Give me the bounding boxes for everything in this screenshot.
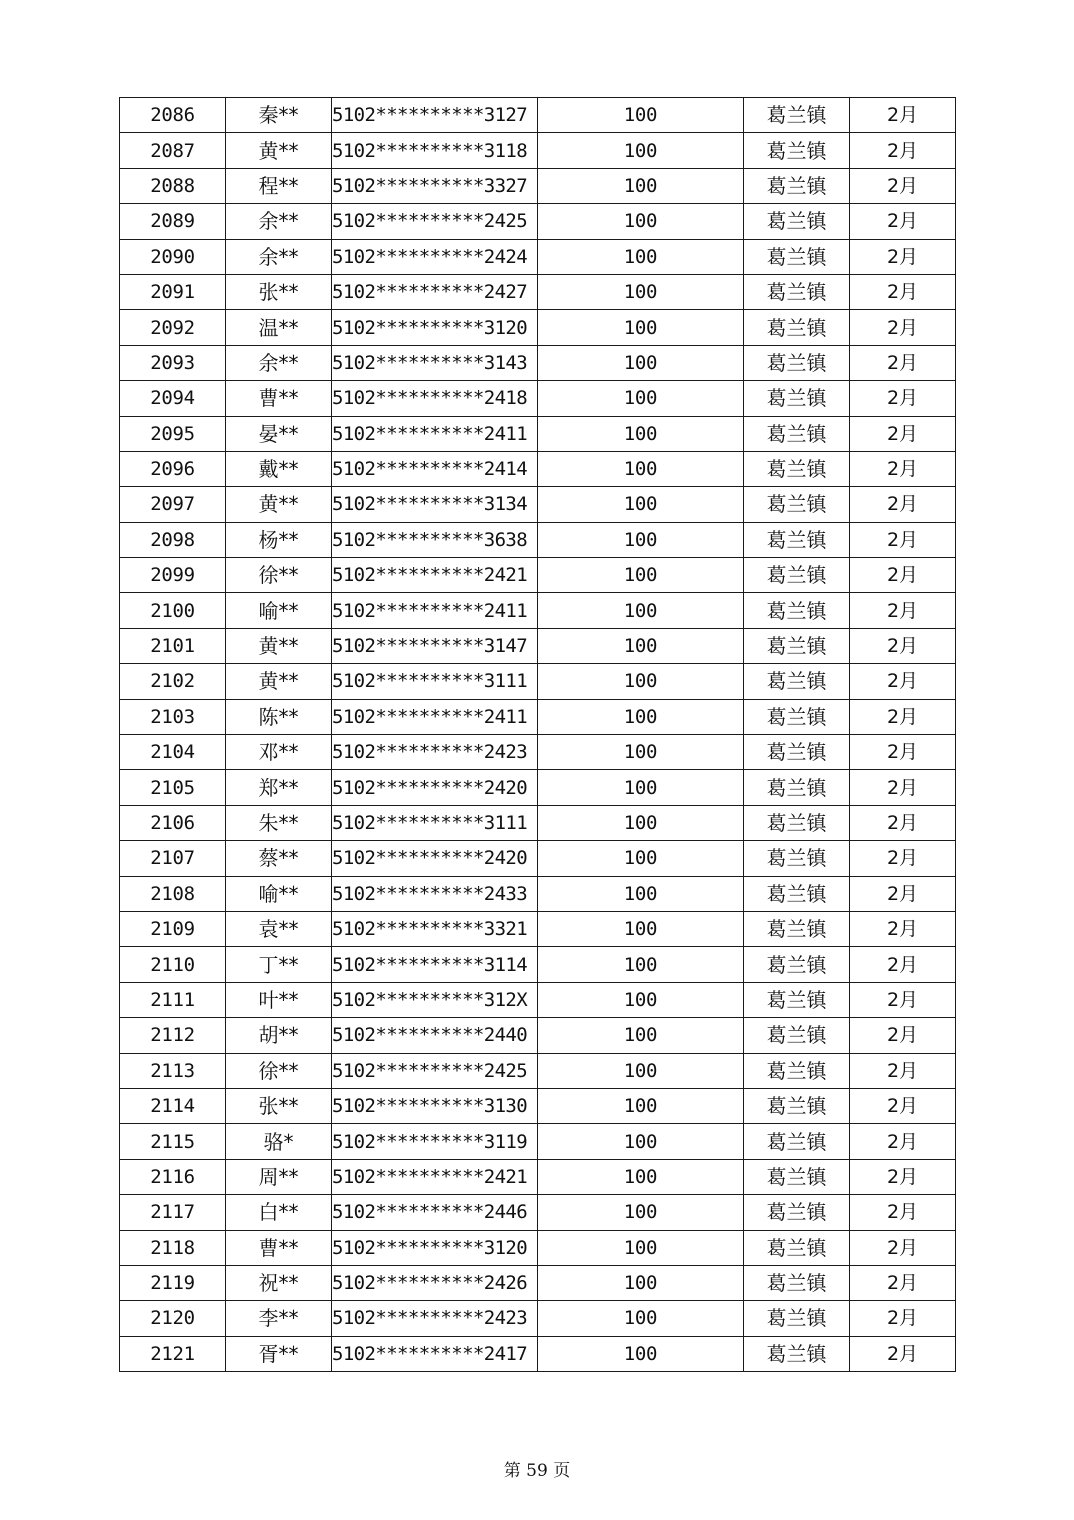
name-cell: 邓** <box>226 735 332 770</box>
amount-cell: 100 <box>538 735 744 770</box>
id-number-cell: 5102**********2423 <box>332 735 538 770</box>
town-cell: 葛兰镇 <box>744 628 850 663</box>
row-number-cell: 2108 <box>120 876 226 911</box>
table-row <box>120 522 956 557</box>
amount-cell: 100 <box>538 841 744 876</box>
id-number-cell: 5102**********2411 <box>332 416 538 451</box>
amount-cell: 100 <box>538 168 744 203</box>
row-number-cell: 2112 <box>120 1018 226 1053</box>
month-cell: 2月 <box>850 1053 956 1088</box>
table-row <box>120 310 956 345</box>
row-number-cell: 2107 <box>120 841 226 876</box>
month-cell: 2月 <box>850 735 956 770</box>
name-cell: 张** <box>226 1088 332 1123</box>
table-row <box>120 168 956 203</box>
name-cell: 丁** <box>226 947 332 982</box>
month-cell: 2月 <box>850 947 956 982</box>
town-cell: 葛兰镇 <box>744 770 850 805</box>
row-number-cell: 2087 <box>120 133 226 168</box>
amount-cell: 100 <box>538 487 744 522</box>
table-row <box>120 239 956 274</box>
month-cell: 2月 <box>850 982 956 1017</box>
id-number-cell: 5102**********3111 <box>332 664 538 699</box>
amount-cell: 100 <box>538 1265 744 1300</box>
amount-cell: 100 <box>538 204 744 239</box>
town-cell: 葛兰镇 <box>744 699 850 734</box>
amount-cell: 100 <box>538 1124 744 1159</box>
amount-cell: 100 <box>538 239 744 274</box>
row-number-cell: 2086 <box>120 98 226 133</box>
amount-cell: 100 <box>538 1336 744 1371</box>
amount-cell: 100 <box>538 699 744 734</box>
id-number-cell: 5102**********2414 <box>332 451 538 486</box>
town-cell: 葛兰镇 <box>744 168 850 203</box>
table-row <box>120 735 956 770</box>
row-number-cell: 2113 <box>120 1053 226 1088</box>
amount-cell: 100 <box>538 558 744 593</box>
row-number-cell: 2094 <box>120 381 226 416</box>
id-number-cell: 5102**********2418 <box>332 381 538 416</box>
month-cell: 2月 <box>850 1018 956 1053</box>
id-number-cell: 5102**********2425 <box>332 1053 538 1088</box>
row-number-cell: 2115 <box>120 1124 226 1159</box>
row-number-cell: 2109 <box>120 911 226 946</box>
table-row <box>120 1159 956 1194</box>
id-number-cell: 5102**********3134 <box>332 487 538 522</box>
row-number-cell: 2121 <box>120 1336 226 1371</box>
id-number-cell: 5102**********3120 <box>332 1230 538 1265</box>
id-number-cell: 5102**********2425 <box>332 204 538 239</box>
row-number-cell: 2103 <box>120 699 226 734</box>
id-number-cell: 5102**********2420 <box>332 841 538 876</box>
month-cell: 2月 <box>850 558 956 593</box>
table-row <box>120 558 956 593</box>
row-number-cell: 2089 <box>120 204 226 239</box>
amount-cell: 100 <box>538 345 744 380</box>
id-number-cell: 5102**********312X <box>332 982 538 1017</box>
id-number-cell: 5102**********3119 <box>332 1124 538 1159</box>
table-row <box>120 98 956 133</box>
table-row <box>120 911 956 946</box>
town-cell: 葛兰镇 <box>744 416 850 451</box>
row-number-cell: 2101 <box>120 628 226 663</box>
id-number-cell: 5102**********2446 <box>332 1195 538 1230</box>
amount-cell: 100 <box>538 133 744 168</box>
id-number-cell: 5102**********3147 <box>332 628 538 663</box>
town-cell: 葛兰镇 <box>744 381 850 416</box>
table-row <box>120 593 956 628</box>
id-number-cell: 5102**********2424 <box>332 239 538 274</box>
name-cell: 喻** <box>226 876 332 911</box>
table-row <box>120 274 956 309</box>
name-cell: 祝** <box>226 1265 332 1300</box>
amount-cell: 100 <box>538 1018 744 1053</box>
name-cell: 杨** <box>226 522 332 557</box>
table-row <box>120 451 956 486</box>
table-row <box>120 1018 956 1053</box>
id-number-cell: 5102**********3321 <box>332 911 538 946</box>
name-cell: 晏** <box>226 416 332 451</box>
table-row <box>120 1053 956 1088</box>
row-number-cell: 2088 <box>120 168 226 203</box>
town-cell: 葛兰镇 <box>744 947 850 982</box>
month-cell: 2月 <box>850 381 956 416</box>
town-cell: 葛兰镇 <box>744 805 850 840</box>
id-number-cell: 5102**********3143 <box>332 345 538 380</box>
month-cell: 2月 <box>850 310 956 345</box>
table-row <box>120 1336 956 1371</box>
table-row <box>120 416 956 451</box>
row-number-cell: 2093 <box>120 345 226 380</box>
id-number-cell: 5102**********3327 <box>332 168 538 203</box>
id-number-cell: 5102**********2417 <box>332 1336 538 1371</box>
row-number-cell: 2106 <box>120 805 226 840</box>
row-number-cell: 2114 <box>120 1088 226 1123</box>
name-cell: 余** <box>226 239 332 274</box>
amount-cell: 100 <box>538 805 744 840</box>
town-cell: 葛兰镇 <box>744 522 850 557</box>
month-cell: 2月 <box>850 1088 956 1123</box>
payment-table <box>119 97 956 1372</box>
month-cell: 2月 <box>850 1265 956 1300</box>
id-number-cell: 5102**********3118 <box>332 133 538 168</box>
name-cell: 曹** <box>226 1230 332 1265</box>
id-number-cell: 5102**********2421 <box>332 558 538 593</box>
row-number-cell: 2111 <box>120 982 226 1017</box>
id-number-cell: 5102**********3127 <box>332 98 538 133</box>
month-cell: 2月 <box>850 345 956 380</box>
town-cell: 葛兰镇 <box>744 204 850 239</box>
table-row <box>120 345 956 380</box>
amount-cell: 100 <box>538 947 744 982</box>
month-cell: 2月 <box>850 1301 956 1336</box>
month-cell: 2月 <box>850 522 956 557</box>
row-number-cell: 2090 <box>120 239 226 274</box>
id-number-cell: 5102**********2421 <box>332 1159 538 1194</box>
id-number-cell: 5102**********2427 <box>332 274 538 309</box>
id-number-cell: 5102**********2423 <box>332 1301 538 1336</box>
month-cell: 2月 <box>850 628 956 663</box>
town-cell: 葛兰镇 <box>744 911 850 946</box>
month-cell: 2月 <box>850 805 956 840</box>
name-cell: 胡** <box>226 1018 332 1053</box>
amount-cell: 100 <box>538 274 744 309</box>
table-row <box>120 133 956 168</box>
name-cell: 胥** <box>226 1336 332 1371</box>
table-row <box>120 628 956 663</box>
table-row <box>120 1195 956 1230</box>
month-cell: 2月 <box>850 1195 956 1230</box>
row-number-cell: 2105 <box>120 770 226 805</box>
month-cell: 2月 <box>850 911 956 946</box>
name-cell: 黄** <box>226 628 332 663</box>
town-cell: 葛兰镇 <box>744 735 850 770</box>
name-cell: 白** <box>226 1195 332 1230</box>
month-cell: 2月 <box>850 416 956 451</box>
row-number-cell: 2117 <box>120 1195 226 1230</box>
name-cell: 黄** <box>226 487 332 522</box>
town-cell: 葛兰镇 <box>744 1018 850 1053</box>
table-row <box>120 1124 956 1159</box>
name-cell: 黄** <box>226 664 332 699</box>
name-cell: 袁** <box>226 911 332 946</box>
month-cell: 2月 <box>850 593 956 628</box>
month-cell: 2月 <box>850 239 956 274</box>
town-cell: 葛兰镇 <box>744 1301 850 1336</box>
month-cell: 2月 <box>850 168 956 203</box>
row-number-cell: 2091 <box>120 274 226 309</box>
amount-cell: 100 <box>538 982 744 1017</box>
town-cell: 葛兰镇 <box>744 876 850 911</box>
row-number-cell: 2110 <box>120 947 226 982</box>
row-number-cell: 2119 <box>120 1265 226 1300</box>
name-cell: 徐** <box>226 558 332 593</box>
amount-cell: 100 <box>538 310 744 345</box>
month-cell: 2月 <box>850 841 956 876</box>
town-cell: 葛兰镇 <box>744 239 850 274</box>
row-number-cell: 2116 <box>120 1159 226 1194</box>
town-cell: 葛兰镇 <box>744 1336 850 1371</box>
table-row <box>120 982 956 1017</box>
table-row <box>120 805 956 840</box>
name-cell: 秦** <box>226 98 332 133</box>
id-number-cell: 5102**********3111 <box>332 805 538 840</box>
name-cell: 郑** <box>226 770 332 805</box>
amount-cell: 100 <box>538 911 744 946</box>
month-cell: 2月 <box>850 699 956 734</box>
month-cell: 2月 <box>850 204 956 239</box>
id-number-cell: 5102**********3120 <box>332 310 538 345</box>
town-cell: 葛兰镇 <box>744 593 850 628</box>
month-cell: 2月 <box>850 487 956 522</box>
id-number-cell: 5102**********2433 <box>332 876 538 911</box>
town-cell: 葛兰镇 <box>744 451 850 486</box>
page-number: 第 59 页 <box>503 1461 571 1481</box>
amount-cell: 100 <box>538 770 744 805</box>
town-cell: 葛兰镇 <box>744 274 850 309</box>
table-row <box>120 487 956 522</box>
row-number-cell: 2102 <box>120 664 226 699</box>
name-cell: 喻** <box>226 593 332 628</box>
amount-cell: 100 <box>538 381 744 416</box>
table-row <box>120 947 956 982</box>
town-cell: 葛兰镇 <box>744 841 850 876</box>
name-cell: 张** <box>226 274 332 309</box>
month-cell: 2月 <box>850 1230 956 1265</box>
table-row <box>120 1301 956 1336</box>
month-cell: 2月 <box>850 664 956 699</box>
month-cell: 2月 <box>850 451 956 486</box>
month-cell: 2月 <box>850 876 956 911</box>
amount-cell: 100 <box>538 1230 744 1265</box>
id-number-cell: 5102**********2411 <box>332 593 538 628</box>
amount-cell: 100 <box>538 1159 744 1194</box>
town-cell: 葛兰镇 <box>744 1053 850 1088</box>
name-cell: 骆* <box>226 1124 332 1159</box>
amount-cell: 100 <box>538 876 744 911</box>
amount-cell: 100 <box>538 1301 744 1336</box>
id-number-cell: 5102**********3114 <box>332 947 538 982</box>
amount-cell: 100 <box>538 593 744 628</box>
amount-cell: 100 <box>538 1053 744 1088</box>
name-cell: 蔡** <box>226 841 332 876</box>
name-cell: 余** <box>226 345 332 380</box>
row-number-cell: 2120 <box>120 1301 226 1336</box>
name-cell: 余** <box>226 204 332 239</box>
name-cell: 李** <box>226 1301 332 1336</box>
amount-cell: 100 <box>538 1195 744 1230</box>
town-cell: 葛兰镇 <box>744 1088 850 1123</box>
town-cell: 葛兰镇 <box>744 133 850 168</box>
amount-cell: 100 <box>538 451 744 486</box>
town-cell: 葛兰镇 <box>744 310 850 345</box>
town-cell: 葛兰镇 <box>744 1159 850 1194</box>
name-cell: 黄** <box>226 133 332 168</box>
row-number-cell: 2099 <box>120 558 226 593</box>
amount-cell: 100 <box>538 416 744 451</box>
name-cell: 曹** <box>226 381 332 416</box>
row-number-cell: 2092 <box>120 310 226 345</box>
month-cell: 2月 <box>850 274 956 309</box>
row-number-cell: 2095 <box>120 416 226 451</box>
id-number-cell: 5102**********2420 <box>332 770 538 805</box>
amount-cell: 100 <box>538 664 744 699</box>
town-cell: 葛兰镇 <box>744 558 850 593</box>
table-row <box>120 770 956 805</box>
row-number-cell: 2096 <box>120 451 226 486</box>
row-number-cell: 2104 <box>120 735 226 770</box>
table-row <box>120 664 956 699</box>
town-cell: 葛兰镇 <box>744 345 850 380</box>
table-row <box>120 876 956 911</box>
town-cell: 葛兰镇 <box>744 1124 850 1159</box>
row-number-cell: 2100 <box>120 593 226 628</box>
table-row <box>120 841 956 876</box>
town-cell: 葛兰镇 <box>744 1195 850 1230</box>
amount-cell: 100 <box>538 98 744 133</box>
month-cell: 2月 <box>850 770 956 805</box>
row-number-cell: 2118 <box>120 1230 226 1265</box>
name-cell: 叶** <box>226 982 332 1017</box>
amount-cell: 100 <box>538 628 744 663</box>
month-cell: 2月 <box>850 1124 956 1159</box>
id-number-cell: 5102**********2426 <box>332 1265 538 1300</box>
month-cell: 2月 <box>850 1336 956 1371</box>
name-cell: 朱** <box>226 805 332 840</box>
row-number-cell: 2098 <box>120 522 226 557</box>
town-cell: 葛兰镇 <box>744 1230 850 1265</box>
row-number-cell: 2097 <box>120 487 226 522</box>
table-row <box>120 381 956 416</box>
town-cell: 葛兰镇 <box>744 1265 850 1300</box>
town-cell: 葛兰镇 <box>744 664 850 699</box>
amount-cell: 100 <box>538 522 744 557</box>
table-row <box>120 1265 956 1300</box>
name-cell: 徐** <box>226 1053 332 1088</box>
name-cell: 戴** <box>226 451 332 486</box>
month-cell: 2月 <box>850 1159 956 1194</box>
town-cell: 葛兰镇 <box>744 98 850 133</box>
id-number-cell: 5102**********2440 <box>332 1018 538 1053</box>
table-row <box>120 204 956 239</box>
payment-table-body <box>120 98 956 1372</box>
month-cell: 2月 <box>850 98 956 133</box>
table-row <box>120 1088 956 1123</box>
name-cell: 程** <box>226 168 332 203</box>
id-number-cell: 5102**********3130 <box>332 1088 538 1123</box>
id-number-cell: 5102**********3638 <box>332 522 538 557</box>
town-cell: 葛兰镇 <box>744 487 850 522</box>
table-row <box>120 1230 956 1265</box>
town-cell: 葛兰镇 <box>744 982 850 1017</box>
id-number-cell: 5102**********2411 <box>332 699 538 734</box>
amount-cell: 100 <box>538 1088 744 1123</box>
month-cell: 2月 <box>850 133 956 168</box>
table-row <box>120 699 956 734</box>
name-cell: 陈** <box>226 699 332 734</box>
name-cell: 温** <box>226 310 332 345</box>
name-cell: 周** <box>226 1159 332 1194</box>
